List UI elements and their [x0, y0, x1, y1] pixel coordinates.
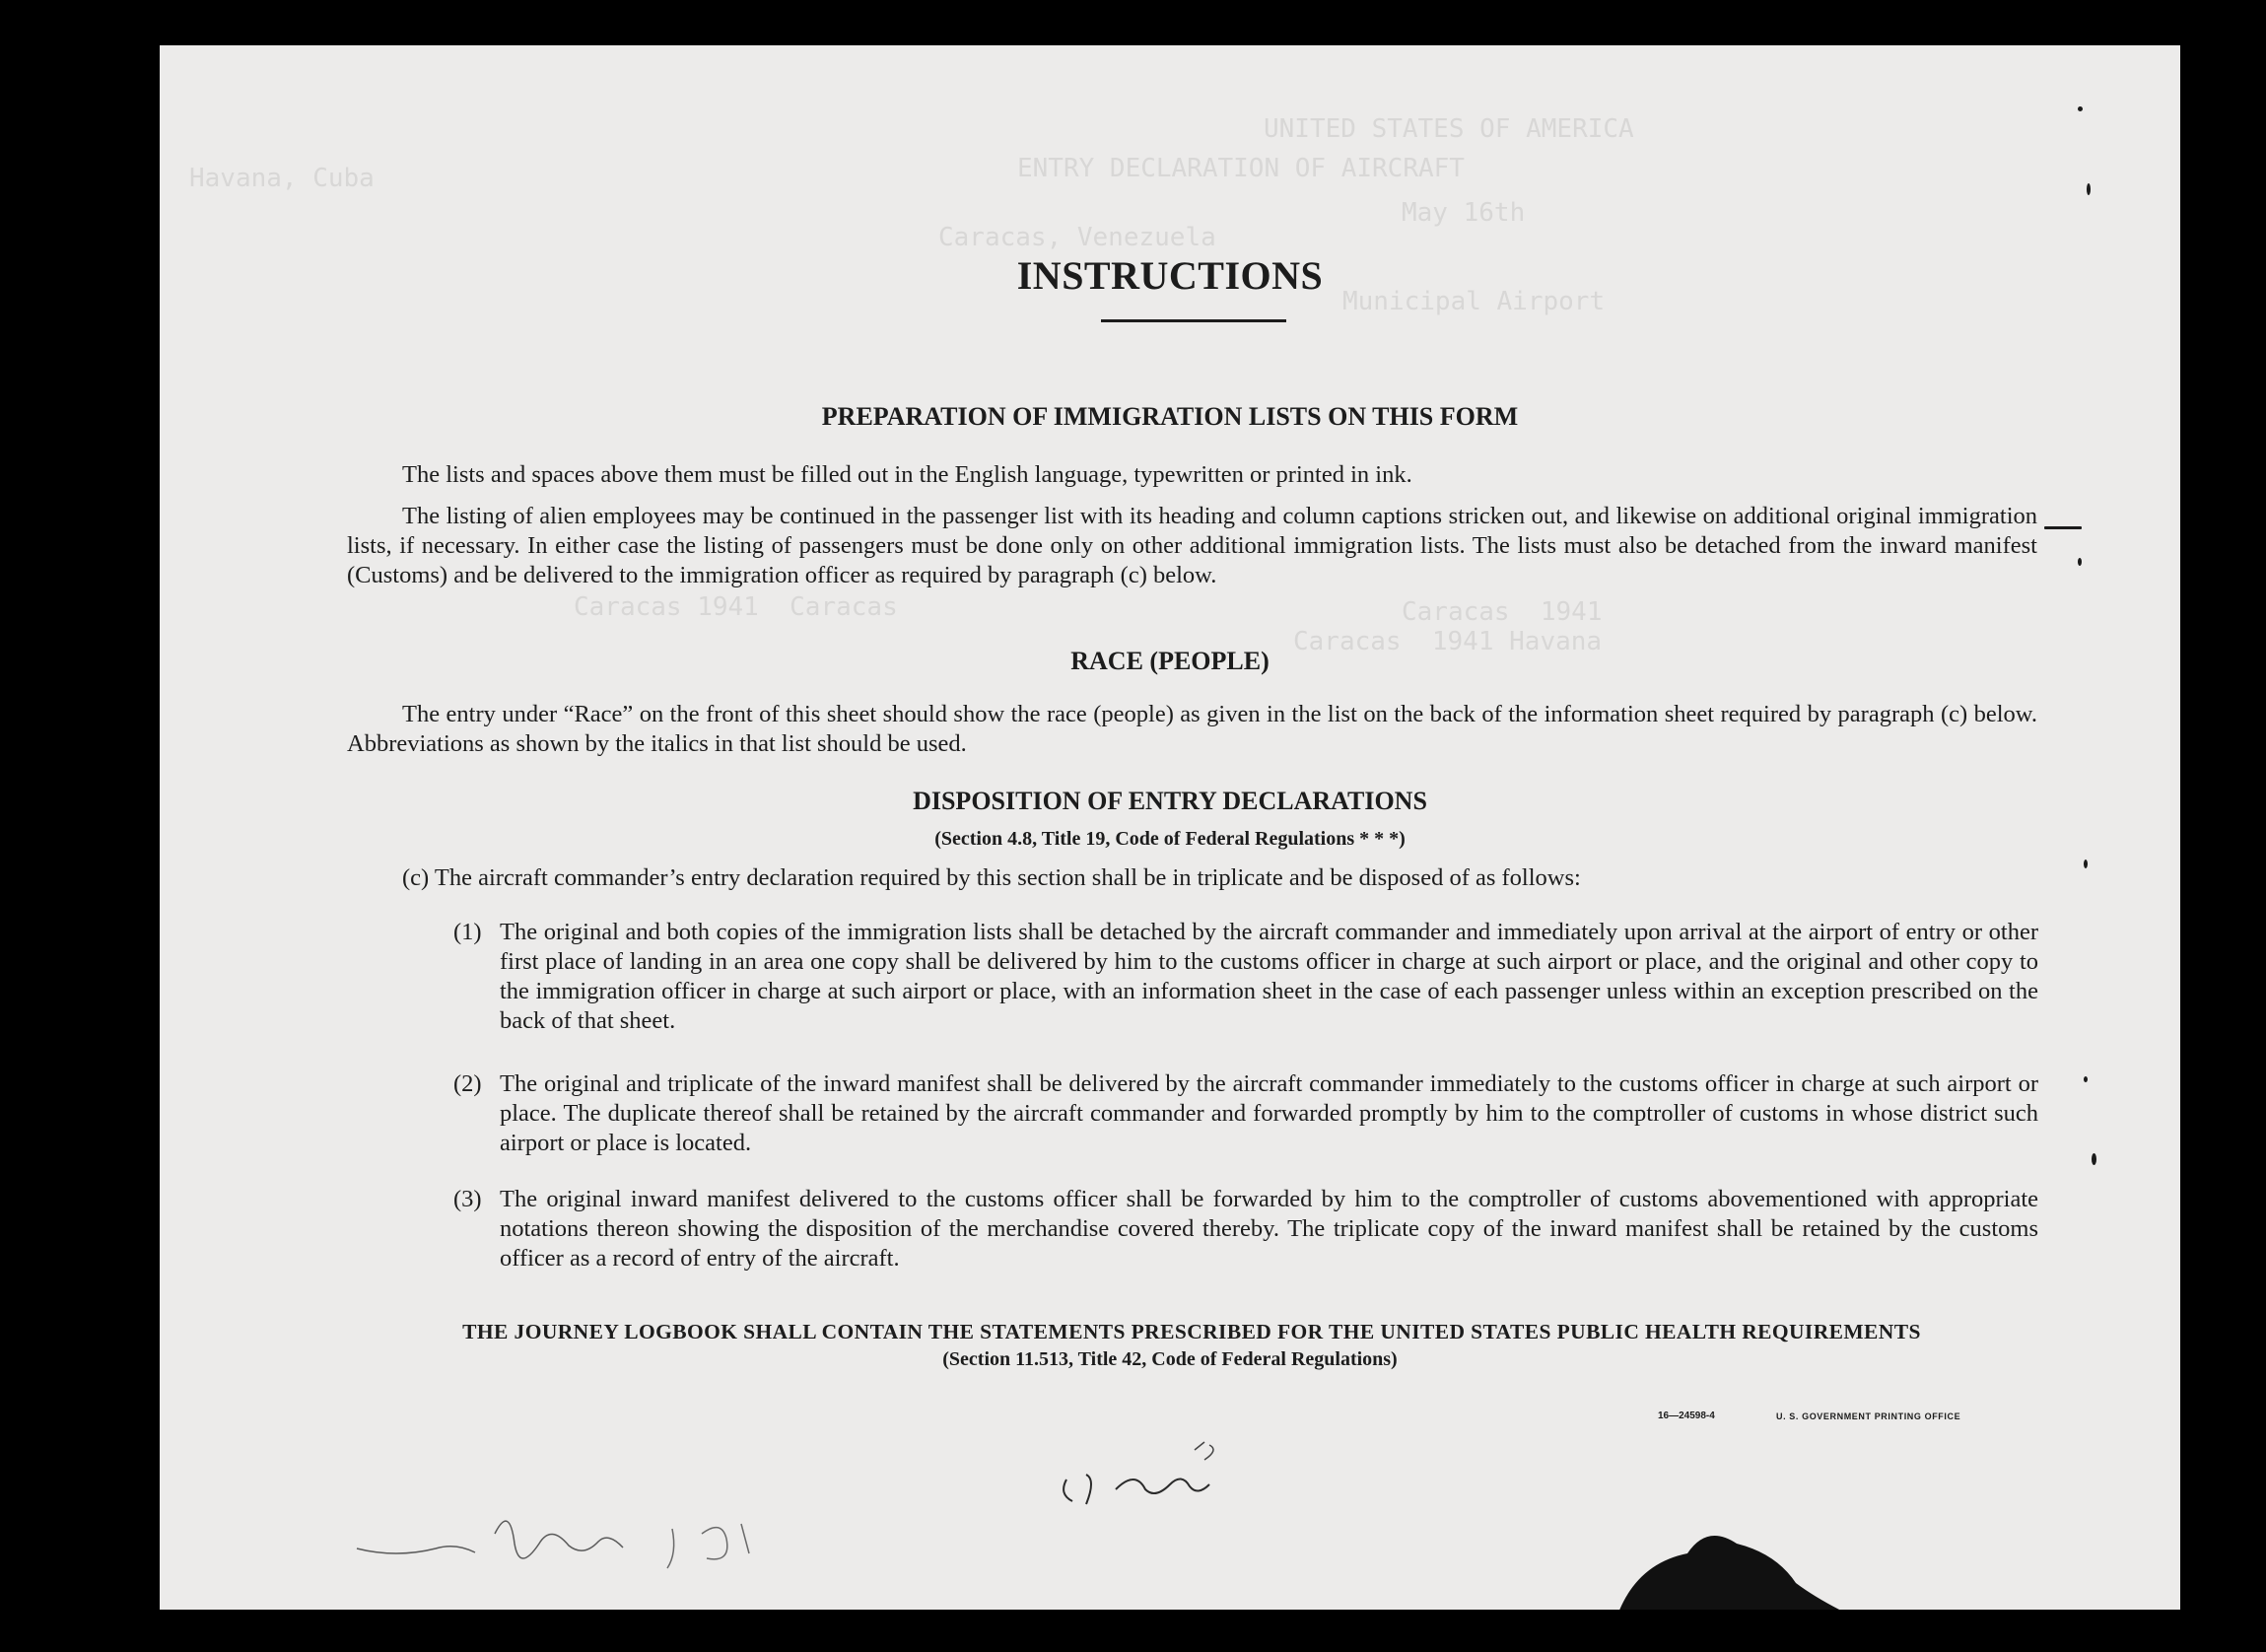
- bleed-through-texture: Caracas 1941: [1402, 597, 1603, 627]
- bleed-through-texture: Municipal Airport: [1342, 287, 1606, 316]
- disposition-item: [453, 1185, 2038, 1273]
- item-text: The original inward manifest delivered to the customs officer shall be forwarded by him to the comptroller of customs abovementioned with appropriate notations thereon showing the disposition of the merchandise covered thereby. The triplicate copy of the inward manifest shall be retained by the customs officer as a record of entry of the aircraft.: [500, 1186, 2038, 1272]
- scan-speck: [2084, 1076, 2088, 1082]
- item-number: (1): [453, 919, 482, 945]
- instructions-page: [160, 45, 2180, 1610]
- form-print-code: 16—24598-4: [1658, 1411, 1715, 1421]
- disposition-item: [453, 1069, 2038, 1158]
- disposition-clause: [402, 863, 2038, 893]
- race-paragraph: The entry under “Race” on the front of this sheet should show the race (people) as given in the list on the back of the information sheet required by paragraph (c) below. Abbreviations as shown by the italics in that list should be used.: [347, 701, 2037, 757]
- bleed-through-texture: ENTRY DECLARATION OF AIRCRAFT: [1017, 154, 1465, 183]
- clause-text: The aircraft commander’s entry declaration required by this section shall be in triplicate and be disposed of as follows:: [434, 864, 1581, 891]
- printing-office-imprint: U. S. GOVERNMENT PRINTING OFFICE: [1776, 1411, 1961, 1421]
- scan-speck: [2078, 558, 2082, 566]
- scan-speck: [2044, 526, 2082, 529]
- handwritten-signature-icon: [1047, 1420, 1303, 1529]
- item-text: The original and triplicate of the inward manifest shall be delivered by the aircraft commander immediately to the customs officer in charge at such airport or place. The duplicate thereof shall be retained by the aircraft commander and forwarded promptly by him to the comptroller of customs in whose district such airport or place is located.: [500, 1070, 2038, 1156]
- clause-label: (c): [402, 864, 430, 891]
- page-title: INSTRUCTIONS: [1016, 253, 1324, 298]
- scan-speck: [2078, 106, 2083, 111]
- disposition-heading: DISPOSITION OF ENTRY DECLARATIONS: [913, 787, 1427, 815]
- scan-speck: [2084, 860, 2088, 868]
- scan-speck: [2087, 183, 2091, 195]
- handwritten-signature-icon: [347, 1494, 899, 1593]
- bleed-through-texture: Caracas 1941 Caracas: [574, 592, 898, 622]
- public-health-citation: (Section 11.513, Title 42, Code of Federal Regulations): [942, 1348, 1398, 1370]
- disposition-citation: (Section 4.8, Title 19, Code of Federal Regulations * * *): [934, 828, 1406, 850]
- preparation-heading: PREPARATION OF IMMIGRATION LISTS ON THIS FORM: [821, 402, 1519, 431]
- disposition-item: [453, 918, 2038, 1036]
- scan-speck: [2092, 1153, 2096, 1165]
- preparation-paragraph-1: The lists and spaces above them must be filled out in the English language, typewritten or printed in ink.: [402, 461, 1412, 488]
- title-underline: [1101, 319, 1286, 322]
- bleed-through-texture: May 16th: [1402, 198, 1526, 228]
- item-text: The original and both copies of the immigration lists shall be detached by the aircraft commander and immediately upon arrival at the airport of entry or other first place of landing in an area one copy shall be delivered by him to the customs officer in charge at such airport or place, and the original and other copy to the immigration officer in charge at such airport or place, with an information sheet in the case of each passenger unless within an exception prescribed on the back of that sheet.: [500, 919, 2038, 1034]
- document-sheet: [160, 45, 2180, 1610]
- bleed-through-texture: UNITED STATES OF AMERICA: [1264, 114, 1634, 144]
- public-health-statement: THE JOURNEY LOGBOOK SHALL CONTAIN THE STATEMENTS PRESCRIBED FOR THE UNITED STATES PUBLIC HEALTH REQUIREMENTS: [462, 1320, 1921, 1343]
- race-heading: RACE (PEOPLE): [1070, 647, 1270, 675]
- item-number: (3): [453, 1186, 482, 1212]
- bleed-through-texture: Caracas, Venezuela: [938, 223, 1216, 252]
- preparation-paragraph-2: The listing of alien employees may be continued in the passenger list with its heading and column captions stricken out, and likewise on additional original immigration lists, if necessary. In either case the listing of passengers must be done only on other additional immigration lists. The lists must also be detached from the inward manifest (Customs) and be delivered to the immigration officer as required by paragraph (c) below.: [347, 503, 2037, 588]
- bleed-through-texture: Caracas 1941 Havana: [1293, 627, 1603, 656]
- ink-blot-icon: [1618, 1524, 1845, 1610]
- bleed-through-texture: Havana, Cuba: [189, 164, 375, 193]
- item-number: (2): [453, 1070, 482, 1097]
